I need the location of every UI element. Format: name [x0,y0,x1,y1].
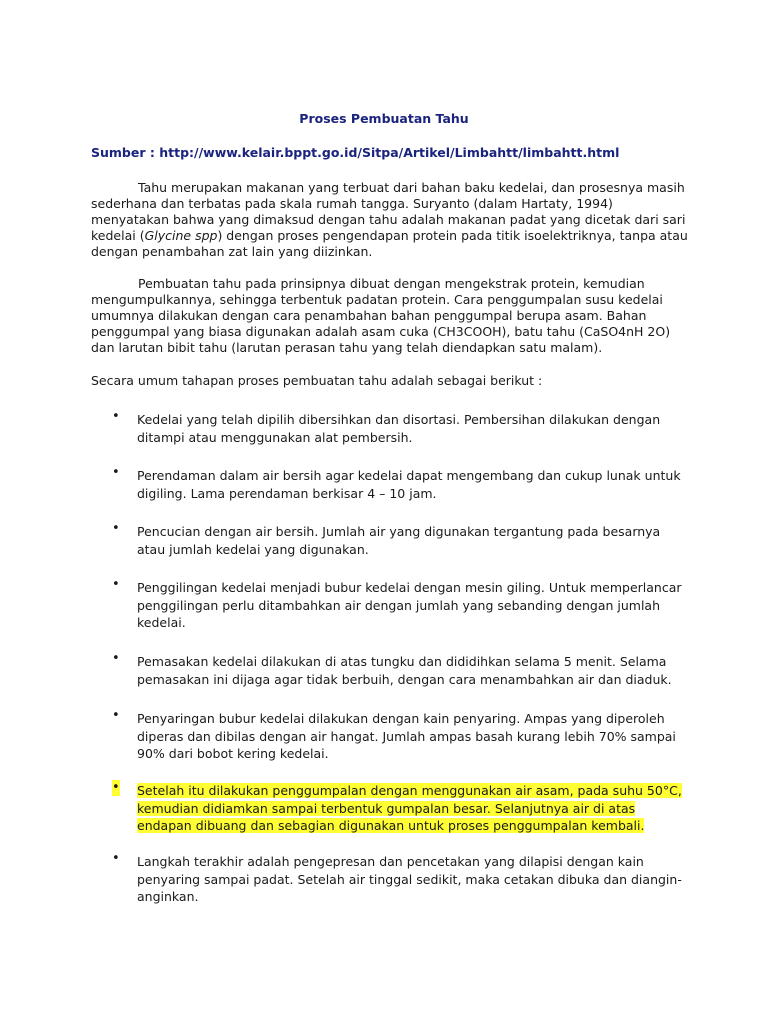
paragraph-intro-italic: Glycine spp [144,228,218,243]
list-item-text: Langkah terakhir adalah pengepresan dan pencetakan yang dilapisi dengan kain penyaring sampai padat. Setelah air tinggal sedikit, maka cetakan dibuka dan diangin-anginkan. [137,854,682,904]
bullet-icon: • [112,780,120,795]
bullet-icon: • [112,409,120,424]
bullet-icon: • [112,465,120,480]
list-item-text: Perendaman dalam air bersih agar kedelai dapat mengembang dan cukup lunak untuk digiling. Lama perendaman berkisar 4 – 10 jam. [137,468,681,501]
list-item-text: Pencucian dengan air bersih. Jumlah air yang digunakan tergantung pada besarnya atau jumlah kedelai yang digunakan. [137,524,661,557]
paragraph-intro-text-b: ) dengan proses pengendapan protein pada titik isoelektriknya, tanpa atau dengan penambahan zat lain yang diizinkan. [91,228,688,259]
list-item-text [137,782,687,835]
bullet-icon: • [112,651,120,666]
paragraph-principle-text: Pembuatan tahu pada prinsipnya dibuat dengan mengekstrak protein, kemudian mengumpulkannya, sehingga terbentuk padatan protein. Cara penggumpalan susu kedelai umumnya dilakukan dengan cara penambahan bahan penggumpal berupa asam. Bahan penggumpal yang biasa digunakan adalah asam cuka (CH3COOH), batu tahu (CaSO4nH 2O) dan larutan bibit tahu (larutan perasan tahu yang telah diendapkan satu malam). [91,276,671,355]
paragraph-intro [91,180,691,260]
bullet-icon: • [112,521,120,536]
list-item-text: Penyaringan bubur kedelai dilakukan dengan kain penyaring. Ampas yang diperoleh diperas dan dibilas dengan air hangat. Jumlah ampas basah kurang lebih 70% sampai 90% dari bobot kering kedelai. [137,711,676,761]
paragraph-steps-intro: Secara umum tahapan proses pembuatan tahu adalah sebagai berikut : [91,373,543,388]
list-item-text: Pemasakan kedelai dilakukan di atas tungku dan dididihkan selama 5 menit. Selama pemasakan ini dijaga agar tidak berbuih, dengan cara menambahkan air dan diaduk. [137,654,672,687]
list-item-text: Penggilingan kedelai menjadi bubur kedelai dengan mesin giling. Untuk memperlancar penggilingan perlu ditambahkan air dengan jumlah yang sebanding dengan jumlah kedelai. [137,580,682,630]
paragraph-intro-text-a: Tahu merupakan makanan yang terbuat dari bahan baku kedelai, dan prosesnya masih sederhana dan terbatas pada skala rumah tangga. Suryanto (dalam Hartaty, 1994) menyatakan bahwa yang dimaksud dengan tahu adalah makanan padat yang dicetak dari sari kedelai ( [91,180,686,243]
document-title: Proses Pembuatan Tahu [299,111,469,126]
list-item-text: Kedelai yang telah dipilih dibersihkan dan disortasi. Pembersihan dilakukan dengan ditampi atau menggunakan alat pembersih. [137,412,661,445]
highlighted-text: Setelah itu dilakukan penggumpalan dengan menggunakan air asam, pada suhu 50°C, kemudian didiamkan sampai terbentuk gumpalan besar. Selanjutnya air di atas endapan dibuang dan sebagian digunakan untuk proses penggumpalan kembali. [137,783,682,833]
source-line: Sumber : http://www.kelair.bppt.go.id/Sitpa/Artikel/Limbahtt/limbahtt.html [91,145,620,160]
paragraph-principle [91,276,691,356]
bullet-icon: • [112,708,120,723]
bullet-icon: • [112,577,120,592]
bullet-icon: • [112,851,120,866]
